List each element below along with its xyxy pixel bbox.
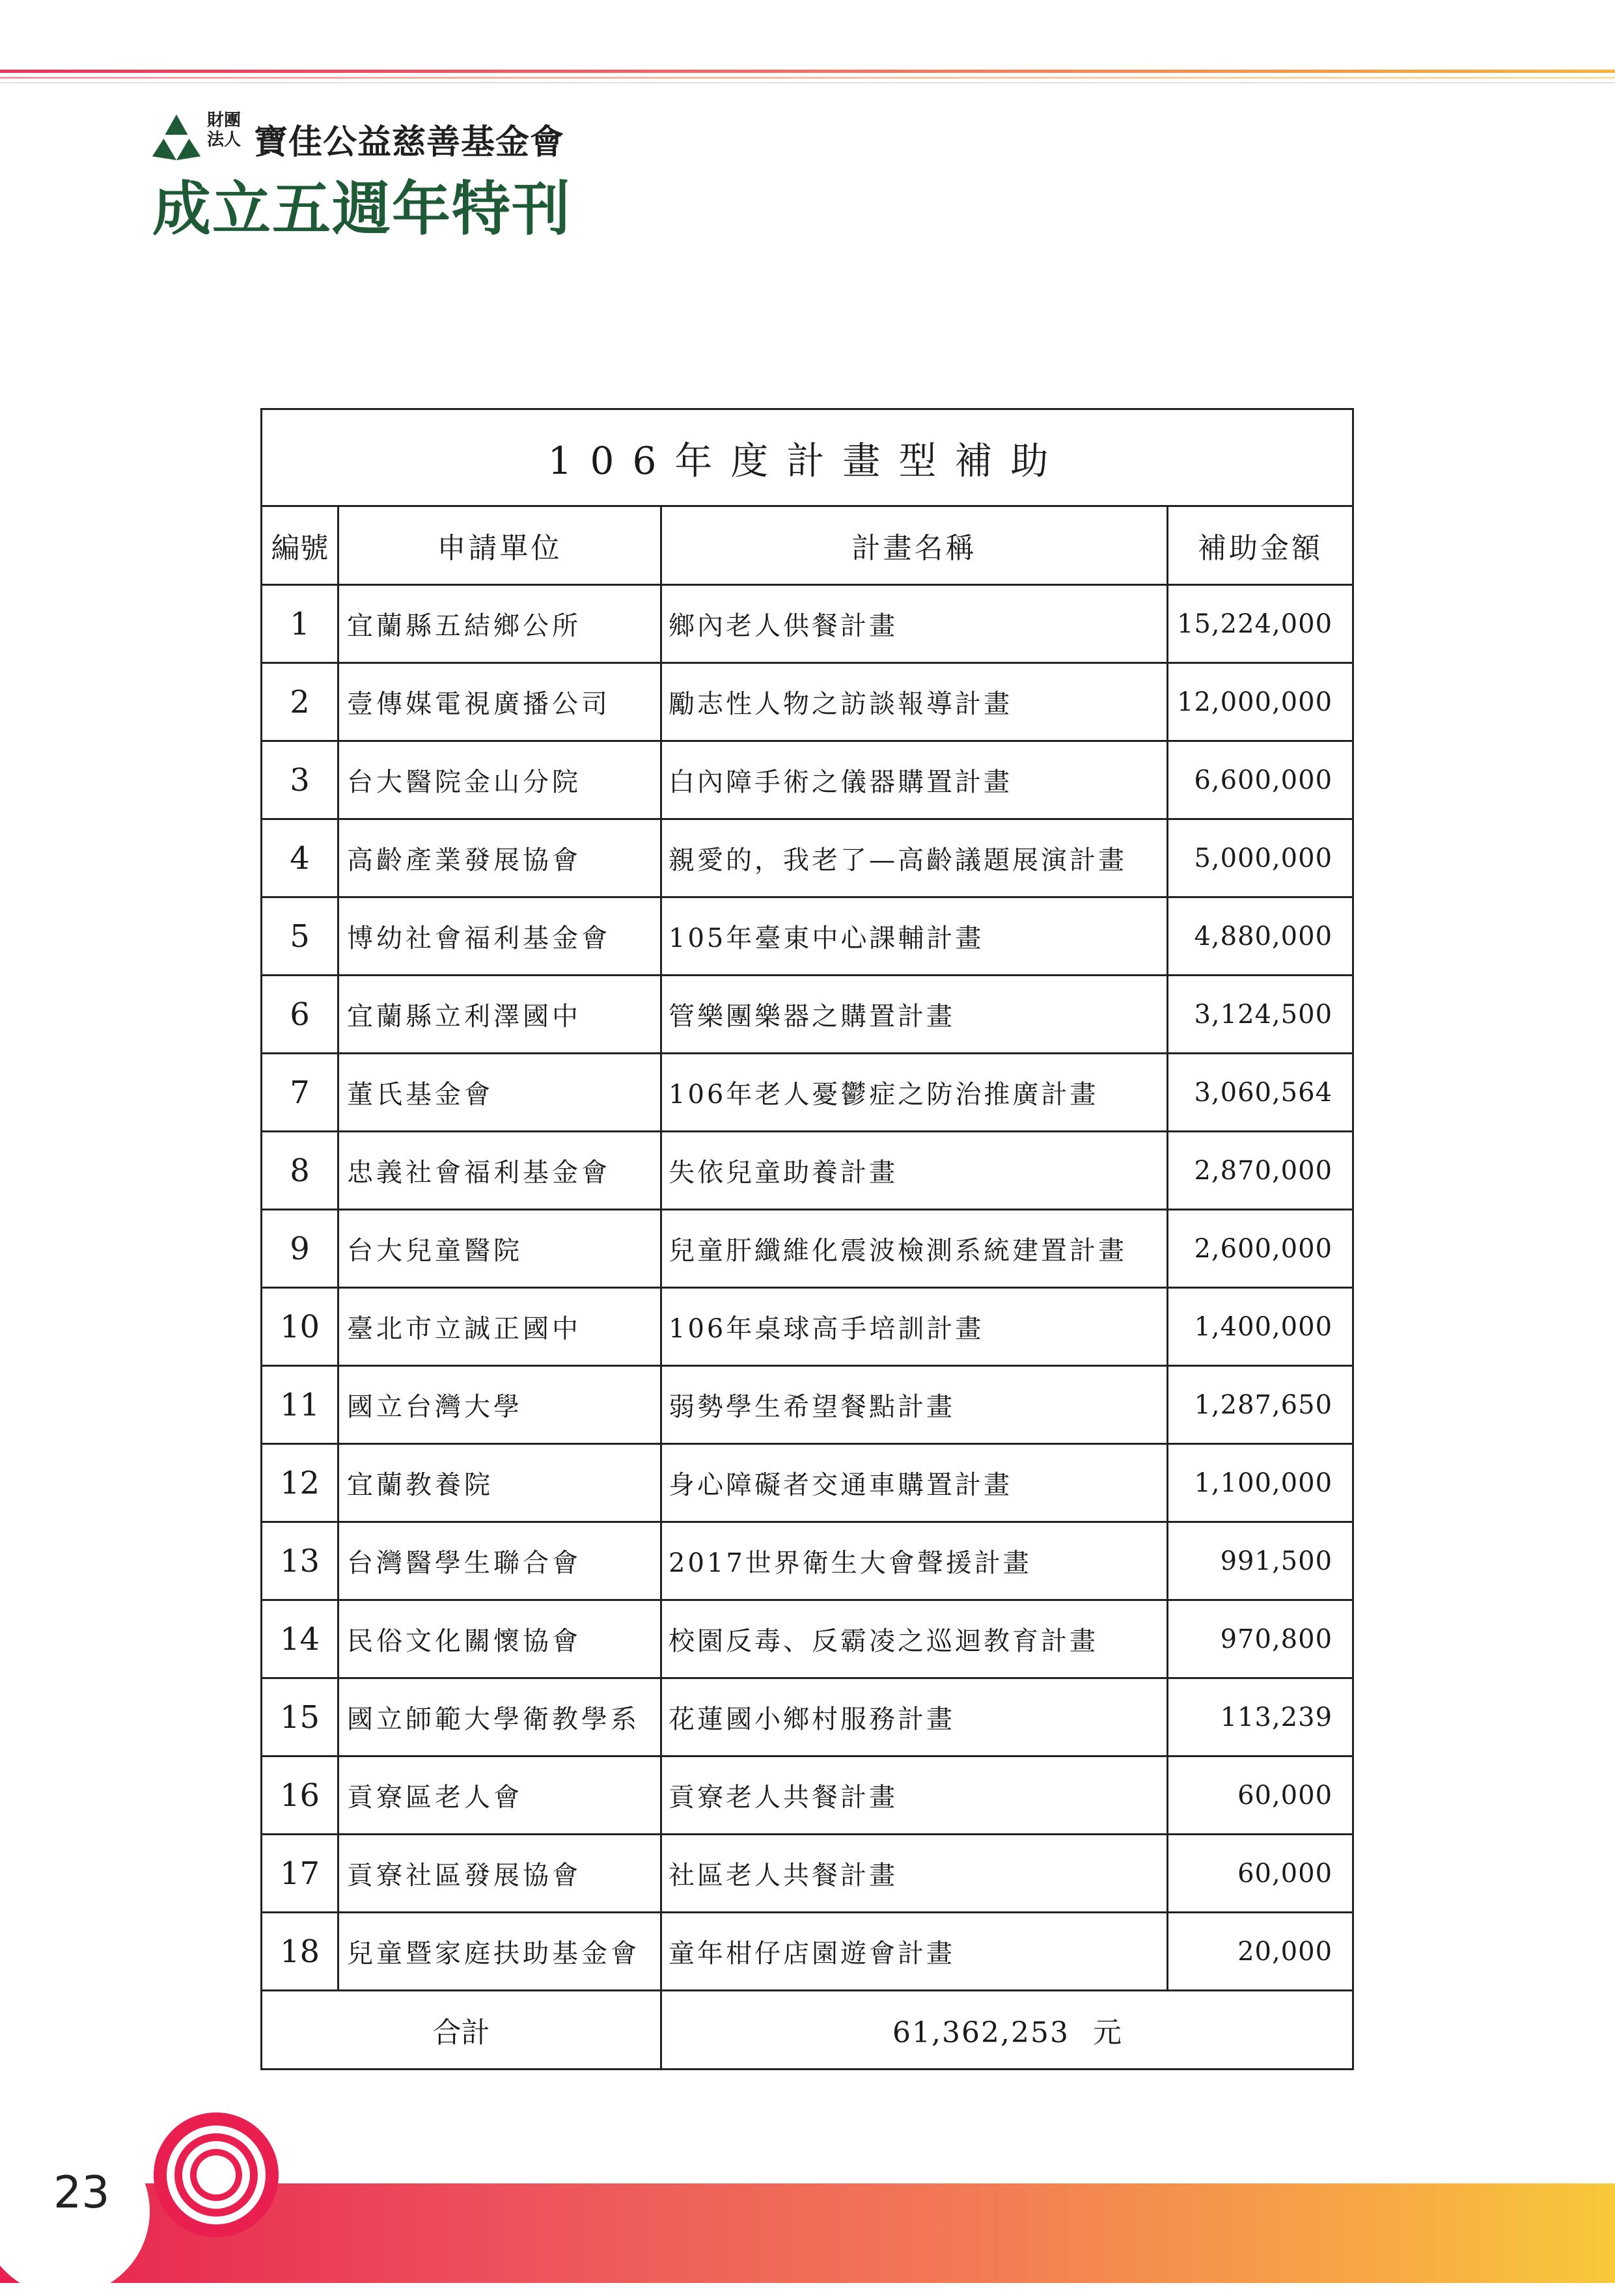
org-prefix-line1: 財團 [207,111,242,130]
column-header-no: 編號 [262,506,338,585]
applicant-unit: 董氏基金會 [338,1054,661,1132]
row-number: 10 [262,1288,338,1366]
project-name: 失依兒童助養計畫 [661,1132,1168,1210]
project-name: 勵志性人物之訪談報導計畫 [661,663,1168,741]
table-row [262,1913,1353,1991]
project-name: 管樂團樂器之購置計畫 [661,976,1168,1054]
applicant-unit: 忠義社會福利基金會 [338,1132,661,1210]
applicant-unit: 宜蘭縣立利澤國中 [338,976,661,1054]
project-name: 鄉內老人供餐計畫 [661,585,1168,663]
row-number: 6 [262,976,338,1054]
org-legal-prefix [207,111,246,150]
applicant-unit: 宜蘭縣五結鄉公所 [338,585,661,663]
row-number: 1 [262,585,338,663]
row-number: 12 [262,1444,338,1522]
grant-amount: 3,060,564 [1168,1054,1353,1132]
row-number: 11 [262,1366,338,1444]
org-prefix-line2: 法人 [207,130,242,150]
row-number: 9 [262,1210,338,1288]
grants-table [260,408,1354,2070]
project-name: 兒童肝纖維化震波檢測系統建置計畫 [661,1210,1168,1288]
grant-amount: 20,000 [1168,1913,1353,1991]
table-row [262,1600,1353,1678]
project-name: 106年老人憂鬱症之防治推廣計畫 [661,1054,1168,1132]
row-number: 8 [262,1132,338,1210]
publication-title: 成立五週年特刊 [152,174,572,243]
top-stripe-rule [0,82,1615,83]
table-row [262,1835,1353,1913]
applicant-unit: 民俗文化關懷協會 [338,1600,661,1678]
top-stripe-secondary [0,77,1615,79]
project-name: 身心障礙者交通車購置計畫 [661,1444,1168,1522]
table-row [262,1522,1353,1600]
row-number: 15 [262,1678,338,1756]
table-row [262,1366,1353,1444]
project-name: 弱勢學生希望餐點計畫 [661,1366,1168,1444]
table-header-row [262,506,1353,585]
table-row [262,1054,1353,1132]
grant-amount: 4,880,000 [1168,897,1353,976]
total-unit: 元 [1092,2016,1122,2049]
project-name: 校園反毒、反霸凌之巡迴教育計畫 [661,1600,1168,1678]
column-header-project: 計畫名稱 [661,506,1168,585]
table-row [262,1288,1353,1366]
table-row [262,1444,1353,1522]
applicant-unit: 台大醫院金山分院 [338,741,661,819]
grant-amount: 991,500 [1168,1522,1353,1600]
grant-amount: 1,400,000 [1168,1288,1353,1366]
table-total-row [262,1991,1353,2070]
table-row [262,1678,1353,1756]
top-stripe-primary [0,70,1615,73]
applicant-unit: 國立台灣大學 [338,1366,661,1444]
project-name: 105年臺東中心課輔計畫 [661,897,1168,976]
project-name: 社區老人共餐計畫 [661,1835,1168,1913]
table-title: 106年度計畫型補助 [262,409,1353,506]
org-name: 寶佳公益慈善基金會 [254,123,565,162]
applicant-unit: 兒童暨家庭扶助基金會 [338,1913,661,1991]
project-name: 親愛的，我老了—高齡議題展演計畫 [661,819,1168,897]
table-row [262,663,1353,741]
row-number: 16 [262,1756,338,1835]
grant-amount: 15,224,000 [1168,585,1353,663]
applicant-unit: 貢寮區老人會 [338,1756,661,1835]
total-value: 61,362,253 [892,2016,1070,2049]
table-row [262,1132,1353,1210]
table-row [262,1210,1353,1288]
table-row [262,1756,1353,1835]
table-row [262,585,1353,663]
grant-amount: 12,000,000 [1168,663,1353,741]
page-number: 23 [53,2167,110,2219]
row-number: 4 [262,819,338,897]
applicant-unit: 高齡產業發展協會 [338,819,661,897]
column-header-amount: 補助金額 [1168,506,1353,585]
column-header-unit: 申請單位 [338,506,661,585]
project-name: 白內障手術之儀器購置計畫 [661,741,1168,819]
table-title-row [262,409,1353,506]
applicant-unit: 宜蘭教養院 [338,1444,661,1522]
grant-amount: 113,239 [1168,1678,1353,1756]
row-number: 3 [262,741,338,819]
grant-amount: 2,600,000 [1168,1210,1353,1288]
applicant-unit: 台灣醫學生聯合會 [338,1522,661,1600]
applicant-unit: 臺北市立誠正國中 [338,1288,661,1366]
foundation-logo-icon [151,112,202,163]
applicant-unit: 博幼社會福利基金會 [338,897,661,976]
applicant-unit: 國立師範大學衛教學系 [338,1678,661,1756]
table-row [262,741,1353,819]
project-name: 花蓮國小鄉村服務計畫 [661,1678,1168,1756]
total-amount-cell [661,1991,1353,2070]
grant-amount: 2,870,000 [1168,1132,1353,1210]
row-number: 2 [262,663,338,741]
table-row [262,976,1353,1054]
grant-amount: 1,100,000 [1168,1444,1353,1522]
grant-amount: 60,000 [1168,1835,1353,1913]
concentric-rings-icon [151,2110,281,2240]
applicant-unit: 台大兒童醫院 [338,1210,661,1288]
total-label: 合計 [262,1991,661,2070]
row-number: 5 [262,897,338,976]
applicant-unit: 貢寮社區發展協會 [338,1835,661,1913]
grant-amount: 970,800 [1168,1600,1353,1678]
grant-amount: 6,600,000 [1168,741,1353,819]
row-number: 17 [262,1835,338,1913]
brand-header [151,109,594,243]
grant-amount: 1,287,650 [1168,1366,1353,1444]
row-number: 7 [262,1054,338,1132]
project-name: 2017世界衛生大會聲援計畫 [661,1522,1168,1600]
applicant-unit: 壹傳媒電視廣播公司 [338,663,661,741]
project-name: 106年桌球高手培訓計畫 [661,1288,1168,1366]
table-row [262,897,1353,976]
project-name: 童年柑仔店園遊會計畫 [661,1913,1168,1991]
row-number: 13 [262,1522,338,1600]
grant-amount: 5,000,000 [1168,819,1353,897]
grant-amount: 3,124,500 [1168,976,1353,1054]
row-number: 18 [262,1913,338,1991]
grant-amount: 60,000 [1168,1756,1353,1835]
row-number: 14 [262,1600,338,1678]
table-row [262,819,1353,897]
project-name: 貢寮老人共餐計畫 [661,1756,1168,1835]
